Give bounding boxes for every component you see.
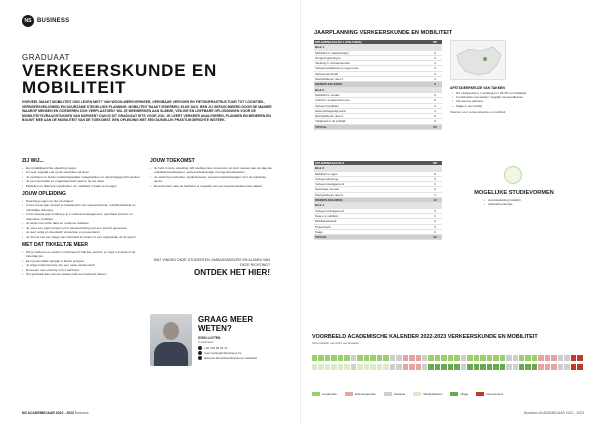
side-note: Talenten voor verkeerskunde en mobiliteit <box>450 110 506 114</box>
bullet-list <box>22 250 146 277</box>
credits-cell: 3 <box>428 82 442 87</box>
phone-icon <box>198 346 202 350</box>
table-header-cell: OPLEIDINGSJAAR 2 <box>314 161 428 166</box>
credits-cell: 3 <box>428 119 442 124</box>
calendar-subtitle: Schematisch overzicht per lesweek <box>312 341 359 345</box>
study-forms-list <box>484 198 520 207</box>
side-heading: AFSTUDEERKEUZE VAN TAKKEN <box>450 86 505 90</box>
credits-cell: 60 <box>428 235 442 240</box>
bullet-item: • Je voert een eigen project uit in samenwerking met een stad of gemeente <box>22 226 146 231</box>
contact-email[interactable] <box>198 351 241 355</box>
side-list-item: • Via externe partners <box>452 99 580 103</box>
credits-cell: 3 <box>428 208 442 213</box>
contact-role: Coördinator <box>198 340 214 344</box>
left-footer-text: NS ACADEMIEJAAR 2022 - 2023 <box>22 411 74 415</box>
side-list-item: • Stage in een bedrijf <box>452 104 580 108</box>
credits-cell: 6 <box>428 50 442 55</box>
course-name-cell: Stage <box>314 229 428 234</box>
right-footer <box>524 411 584 415</box>
credits-cell: 3 <box>428 182 442 187</box>
credits-cell: 60 <box>428 124 442 129</box>
bullet-item: • Doorstromen naar de bachelor is mogelijk met een beperkt aantal extra vakken <box>150 184 274 189</box>
study-forms-box <box>454 166 574 210</box>
calendar-legend <box>312 392 584 396</box>
contact-photo <box>150 314 192 366</box>
mail-icon <box>198 351 202 355</box>
legend-label: Lesperiode <box>322 392 337 396</box>
credits-cell: 3 <box>428 213 442 218</box>
bullet-item: • In het eerste jaar verwerf je basiskennis van verkeerskunde, mobiliteitsbeleid en ruimtelijke ordening <box>22 203 146 212</box>
course-name-cell: Inzicht in verkeersstromen <box>314 98 428 103</box>
table-row <box>314 124 442 129</box>
calendar-row <box>312 364 584 370</box>
bullet-item: • Modellen en data leren gebruiken om mobiliteit in kaart te brengen <box>22 184 146 189</box>
calendar-row <box>312 355 584 361</box>
study-form-item: • Avondopleiding (voltijds) <box>484 198 520 202</box>
legend-label: Vakantie <box>393 392 406 396</box>
logo-text: BUSINESS <box>37 18 70 24</box>
course-name-cell: Werkplekleren deel 1 <box>314 77 428 82</box>
bullet-item: • In het tweede jaar verdiep je je in verkeersmanagement, openbaar vervoer en duurzame mobiliteit <box>22 212 146 221</box>
credits-cell: 6 <box>428 229 442 234</box>
course-name-cell: Blok 2 <box>314 87 428 92</box>
bullet-item: • Je werkt bij overheden, studiebureaus, vervoersmaatschappijen of in de logistieke sector <box>150 175 274 184</box>
calendar-title: VOORBEELD ACADEMISCHE KALENDER 2022-2023 VERKEERSKUNDE EN MOBILITEIT <box>312 334 538 340</box>
bullet-item: • Je werkt met echte data en moderne software <box>22 221 146 226</box>
legend-swatch <box>312 392 320 396</box>
credits-cell: 3 <box>428 176 442 181</box>
table-header-cell: OPLEIDINGSJAAR 1 (VOLTIJDS) <box>314 40 428 45</box>
bullet-item: • Je leert veilig en doordacht ontwerpen en presenteren <box>22 230 146 235</box>
course-name-cell: Verkeersmodellen <box>314 103 428 108</box>
credits-cell: 3 <box>428 103 442 108</box>
course-name-cell: Verkeerstechniek <box>314 71 428 76</box>
brand-logo <box>22 15 69 27</box>
course-name-cell: Omgevingsanalyse <box>314 55 428 60</box>
legend-item <box>345 392 376 396</box>
bullet-item: • Een praktijkgerichte opleiding volgen <box>22 166 146 171</box>
credits-cell: 3 <box>428 219 442 224</box>
left-column-2 <box>150 155 274 188</box>
study-forms-icon <box>504 166 522 184</box>
bullet-item: • Docenten met ervaring in het werkveld <box>22 268 146 273</box>
legend-swatch <box>413 392 421 396</box>
testimonial-cta[interactable]: ONTDEK HET HIER! <box>194 268 270 278</box>
credits-cell: 3 <box>428 187 442 192</box>
page-divider <box>300 0 301 424</box>
credits-cell: 3 <box>428 71 442 76</box>
bullet-item: • Je communicatief en organisatorisch sterk in de les staat <box>22 179 146 184</box>
testimonial-callout[interactable] <box>150 258 270 278</box>
left-column-1 <box>22 155 146 277</box>
course-name-cell: Verkeersplanning <box>314 176 428 181</box>
course-name-cell: Data en mobiliteit <box>314 213 428 218</box>
side-list <box>452 91 580 108</box>
legend-item <box>476 392 503 396</box>
course-name-cell: Mobiliteit in steden <box>314 92 428 97</box>
course-name-cell: Veiligheid in de praktijk <box>314 119 428 124</box>
course-name-cell: TOTAAL <box>314 124 428 129</box>
legend-label: Werkplekleren <box>423 392 443 396</box>
section-heading: JOUW TOEKOMST <box>150 158 195 164</box>
right-footer-text: Business ACADEMIEJAAR 2022 - 2023 <box>524 411 584 415</box>
legend-label: Herexamens <box>486 392 504 396</box>
course-name-cell: TOTAAL <box>314 235 428 240</box>
calendar-week-cell <box>577 355 583 361</box>
bullet-item: • Je hebt in deze opleiding 120 studiepunten verworven en kunt meteen aan de slag als mobiliteitsmedewerker, verkeersdeskundige of projectmedewerker <box>150 166 274 175</box>
course-name-cell: Mobiliteitsbeleid <box>314 219 428 224</box>
course-name-cell: Blok 3 <box>314 166 428 171</box>
credits-cell: 6 <box>428 98 442 103</box>
globe-icon <box>198 356 202 360</box>
bullet-item: • Naarstig je ogen op het voortraject <box>22 199 146 204</box>
bullet-item: • Wil je studeren en werken combineren? Dat kan perfect: je volgt 's avonds of op zaterdag les <box>22 250 146 259</box>
side-list-item: • Combinaties met werken mogelijk via avondlessen <box>452 95 580 99</box>
credits-cell: 12 <box>428 198 442 203</box>
table-row <box>314 235 442 240</box>
bullet-list <box>22 166 146 189</box>
legend-item <box>413 392 442 396</box>
contact-website[interactable] <box>198 356 257 360</box>
course-name-cell: Verkeersmanagement <box>314 208 428 213</box>
course-name-cell: Blok 1 <box>314 45 428 50</box>
contact-phone-text: +32 478 38 04 74 <box>204 346 228 350</box>
contact-card <box>150 312 280 376</box>
academic-calendar <box>312 347 584 405</box>
testimonial-teaser: WAT VINDEN ONZE STUDENTEN, AMBASSADEURS EN ALUMNI VAN DEZE RICHTING? <box>153 258 270 267</box>
legend-item <box>384 392 405 396</box>
page-kicker: GRADUAAT <box>22 53 70 62</box>
table-header-cell: SP <box>428 161 442 166</box>
credits-cell: 3 <box>428 77 442 82</box>
credits-cell: 6 <box>428 114 442 119</box>
course-name-cell: Verkeersveiligheid en ergonomie <box>314 66 428 71</box>
credits-cell: 3 <box>428 108 442 113</box>
course-name-cell: Mobiliteit in regio <box>314 171 428 176</box>
legend-label: Examenperiode <box>354 392 376 396</box>
program-table-year-1 <box>314 40 442 130</box>
side-list-item: • NT: studiepunten, 1 studiepunt = 25-30 uur studielast <box>452 91 580 95</box>
course-name-cell: Inleiding in verkeerskunde <box>314 61 428 66</box>
course-name-cell: Werkplekleren deel 3 <box>314 192 428 197</box>
section-heading: MET DAT TIKKELTJE MEER <box>22 242 88 248</box>
table-header-cell: SP <box>428 40 442 45</box>
bullet-item: • Het graduaat kan ook als opstap naar een bachelor dienen <box>22 272 146 277</box>
study-form-item: • Afstandsonderwijs <box>484 202 520 206</box>
legend-swatch <box>384 392 392 396</box>
legend-swatch <box>450 392 458 396</box>
course-name-cell: WERKPLEKLEREN <box>314 82 428 87</box>
course-name-cell: Projectwerk <box>314 224 428 229</box>
calendar-week-cell <box>577 364 583 370</box>
legend-item <box>312 392 337 396</box>
course-name-cell: Mobiliteit in maatschappij <box>314 50 428 55</box>
bullet-item: • Je sluit af met een stage van minimaal 12 weken in een organisatie uit de sector <box>22 235 146 240</box>
page-title: VERKEERSKUNDE EN MOBILITEIT <box>22 61 218 97</box>
section-heading: ZIJ WIJ... <box>22 158 44 164</box>
program-table-year-2 <box>314 161 442 240</box>
course-name-cell: Wetenschappelijk werk <box>314 108 428 113</box>
credits-cell: 3 <box>428 192 442 197</box>
credits-cell: 3 <box>428 55 442 60</box>
contact-name: SVEN LUYTEN <box>198 336 221 340</box>
study-forms-heading: MOGELIJKE STUDIEVORMEN <box>474 190 554 196</box>
bullet-item: • Je krijgt ondersteuning van een vaste studiecoach <box>22 263 146 268</box>
credits-cell: 3 <box>428 224 442 229</box>
credits-cell: 6 <box>428 171 442 176</box>
course-name-cell: Blok 4 <box>314 203 428 208</box>
course-name-cell: Werkplekleren deel 2 <box>314 114 428 119</box>
legend-label: Stage <box>460 392 469 396</box>
credits-cell: 6 <box>428 92 442 97</box>
bullet-list <box>22 199 146 240</box>
bullet-item: • Zo veel mogelijk ook op de werkvloer wil leren <box>22 170 146 175</box>
bullet-item: • Je verdiepen in brede maatschappelijke vraagstukken en oplossingsgericht werken <box>22 175 146 180</box>
logo-mark: NS <box>22 15 34 27</box>
belgium-map-graphic <box>450 40 506 80</box>
course-name-cell: WERKPLEKLEREN <box>314 198 428 203</box>
left-footer-section: Business <box>74 411 89 415</box>
contact-phone[interactable] <box>198 346 227 350</box>
contact-website-text: www.pxl.be/verkeerskunde-en-mobiliteit <box>204 356 257 360</box>
bullet-list <box>150 166 274 189</box>
contact-email-text: sven.luyten@nsbusiness.be <box>204 351 242 355</box>
credits-cell: 3 <box>428 61 442 66</box>
planning-title: JAARPLANNING VERKEERSKUNDE EN MOBILITEIT <box>314 30 453 36</box>
course-name-cell: Openbaar vervoer <box>314 187 428 192</box>
bullet-item: • Een persoonlijke aanpak in kleine groepen <box>22 259 146 264</box>
contact-heading: GRAAG MEER WETEN? <box>198 315 254 333</box>
left-footer <box>22 411 89 415</box>
legend-item <box>450 392 468 396</box>
legend-swatch <box>476 392 484 396</box>
credits-cell: 3 <box>428 66 442 71</box>
section-heading: JOUW OPLEIDING <box>22 191 66 197</box>
legend-swatch <box>345 392 353 396</box>
course-name-cell: Verkeersmanagement <box>314 182 428 187</box>
intro-paragraph: HOEVEEL MAAKT MOBILITEIT ONS LEVEN NIET? VAN WOON-WERKVERKEER, OPENBAAR VERVOER EN FIETSINFRASTRUCTUUR TOT LOGISTIEK, VERKEERSVEILIGHEID EN DUURZAME STEDELIJKE PLANNING: MOBILITEIT RAAKT IEDEREEN, ELKE DAG. BEN JIJ GEFASCINEERD DOOR DE MANIER WAAROP MENSEN EN GOEDEREN ZICH VERPLAATSEN? WIL JE MEEWERKEN AAN SLIMME, VEILIGE EN LEEFBARE OPLOSSINGEN VOOR DE MOBILITEITSVRAAGSTUKKEN VAN MORGEN? DAN IS DIT GRADUAAT IETS VOOR JOU. JE LEERT VERKEER ANALYSEREN, PLANNEN EN BEHEREN EN BOUWT MEE AAN DE MOBILITEIT VAN DE TOEKOMST. EEN OPLEIDING MET EEN DUIDELIJK PRAKTIJKGERICHTE INSTEEK. <box>22 100 272 123</box>
